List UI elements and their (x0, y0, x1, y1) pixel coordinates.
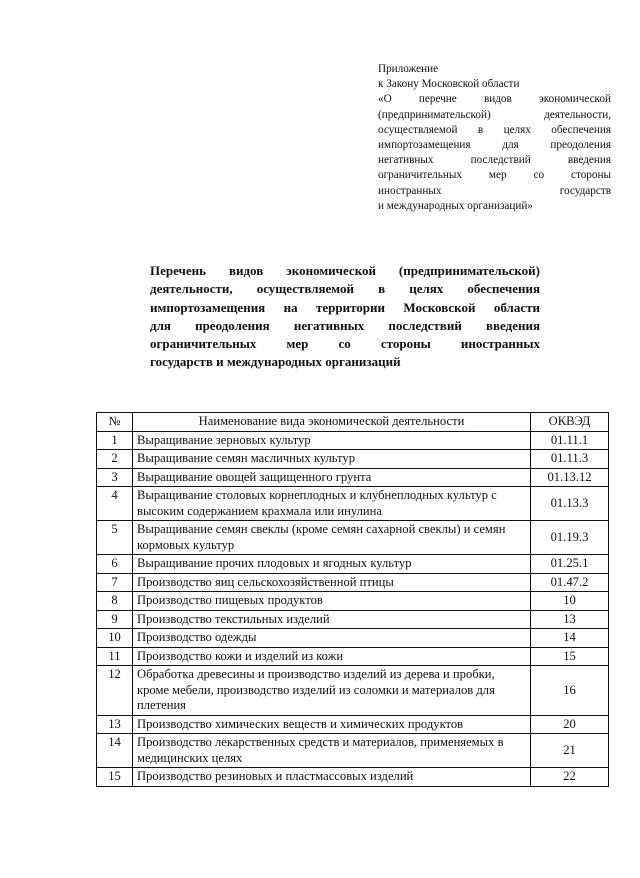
row-number: 4 (97, 487, 133, 521)
appendix-line: ограничительных мер со стороны (378, 169, 611, 182)
row-activity-name: Обработка древесины и производство изделий из дерева и пробки, кроме мебели, производство изделий из соломки и материалов для плетения (133, 666, 531, 716)
table-row (97, 768, 609, 787)
row-activity-name: Выращивание прочих плодовых и ягодных культур (133, 555, 531, 574)
row-activity-name: Выращивание столовых корнеплодных и клубнеплодных культур с высоким содержанием крахмала или инулина (133, 487, 531, 521)
row-activity-name: Производство текстильных изделий (133, 610, 531, 629)
row-okved-code: 01.11.3 (531, 450, 609, 469)
table-row (97, 431, 609, 450)
appendix-line: Приложение (378, 63, 439, 75)
table-row (97, 555, 609, 574)
row-number: 15 (97, 768, 133, 787)
activities-table (96, 412, 609, 787)
row-okved-code: 01.25.1 (531, 555, 609, 574)
row-activity-name: Выращивание зерновых культур (133, 431, 531, 450)
row-okved-code: 16 (531, 666, 609, 716)
table-row (97, 647, 609, 666)
row-number: 10 (97, 629, 133, 648)
appendix-line: (предпринимательской) деятельности, (378, 108, 611, 121)
row-activity-name: Производство лекарственных средств и материалов, применяемых в медицинских целях (133, 734, 531, 768)
row-activity-name: Выращивание овощей защищенного грунта (133, 468, 531, 487)
table-header-row (97, 413, 609, 432)
appendix-line: и международных организаций» (378, 199, 533, 212)
row-activity-name: Выращивание семян масличных культур (133, 450, 531, 469)
row-activity-name: Производство химических веществ и химических продуктов (133, 715, 531, 734)
row-number: 1 (97, 431, 133, 450)
document-title (150, 262, 540, 372)
table-row (97, 734, 609, 768)
appendix-line: осуществляемой в целях обеспечения (378, 123, 611, 136)
title-line: для преодоления негативных последствий введения (150, 317, 540, 333)
table-row (97, 629, 609, 648)
row-okved-code: 01.47.2 (531, 573, 609, 592)
row-okved-code: 01.13.12 (531, 468, 609, 487)
appendix-line: к Закону Московской области (378, 78, 520, 91)
row-activity-name: Производство одежды (133, 629, 531, 648)
table-row (97, 592, 609, 611)
row-okved-code: 20 (531, 715, 609, 734)
row-okved-code: 01.19.3 (531, 521, 609, 555)
row-okved-code: 15 (531, 647, 609, 666)
title-line: импортозамещения на территории Московской области (150, 299, 540, 315)
title-line: государств и международных организаций (150, 354, 401, 370)
table-row (97, 468, 609, 487)
row-okved-code: 01.11.1 (531, 431, 609, 450)
row-number: 12 (97, 666, 133, 716)
table-row (97, 715, 609, 734)
row-number: 14 (97, 734, 133, 768)
table-row (97, 666, 609, 716)
row-activity-name: Производство резиновых и пластмассовых изделий (133, 768, 531, 787)
row-okved-code: 21 (531, 734, 609, 768)
table-row (97, 487, 609, 521)
row-number: 8 (97, 592, 133, 611)
table-row (97, 610, 609, 629)
appendix-line: импортозамещения для преодоления (378, 139, 611, 152)
header-activity-name: Наименование вида экономической деятельности (133, 413, 531, 432)
row-activity-name: Производство кожи и изделий из кожи (133, 647, 531, 666)
appendix-line: «О перечне видов экономической (378, 93, 611, 106)
row-number: 3 (97, 468, 133, 487)
row-okved-code: 22 (531, 768, 609, 787)
row-number: 9 (97, 610, 133, 629)
row-number: 2 (97, 450, 133, 469)
row-activity-name: Производство яиц сельскохозяйственной птицы (133, 573, 531, 592)
row-okved-code: 01.13.3 (531, 487, 609, 521)
appendix-block (378, 62, 611, 214)
table-row (97, 521, 609, 555)
title-line: Перечень видов экономической (предпринимательской) (150, 263, 540, 278)
row-okved-code: 10 (531, 592, 609, 611)
appendix-line: негативных последствий введения (378, 154, 611, 167)
table-row (97, 450, 609, 469)
table-row (97, 573, 609, 592)
row-number: 5 (97, 521, 133, 555)
row-okved-code: 13 (531, 610, 609, 629)
row-number: 13 (97, 715, 133, 734)
header-number: № (97, 413, 133, 432)
header-okved: ОКВЭД (531, 413, 609, 432)
row-number: 7 (97, 573, 133, 592)
title-line: ограничительных мер со стороны иностранных (150, 336, 540, 352)
row-activity-name: Производство пищевых продуктов (133, 592, 531, 611)
row-number: 6 (97, 555, 133, 574)
appendix-line: иностранных государств (378, 184, 611, 197)
title-line: деятельности, осуществляемой в целях обеспечения (150, 281, 540, 297)
row-number: 11 (97, 647, 133, 666)
row-activity-name: Выращивание семян свеклы (кроме семян сахарной свеклы) и семян кормовых культур (133, 521, 531, 555)
row-okved-code: 14 (531, 629, 609, 648)
